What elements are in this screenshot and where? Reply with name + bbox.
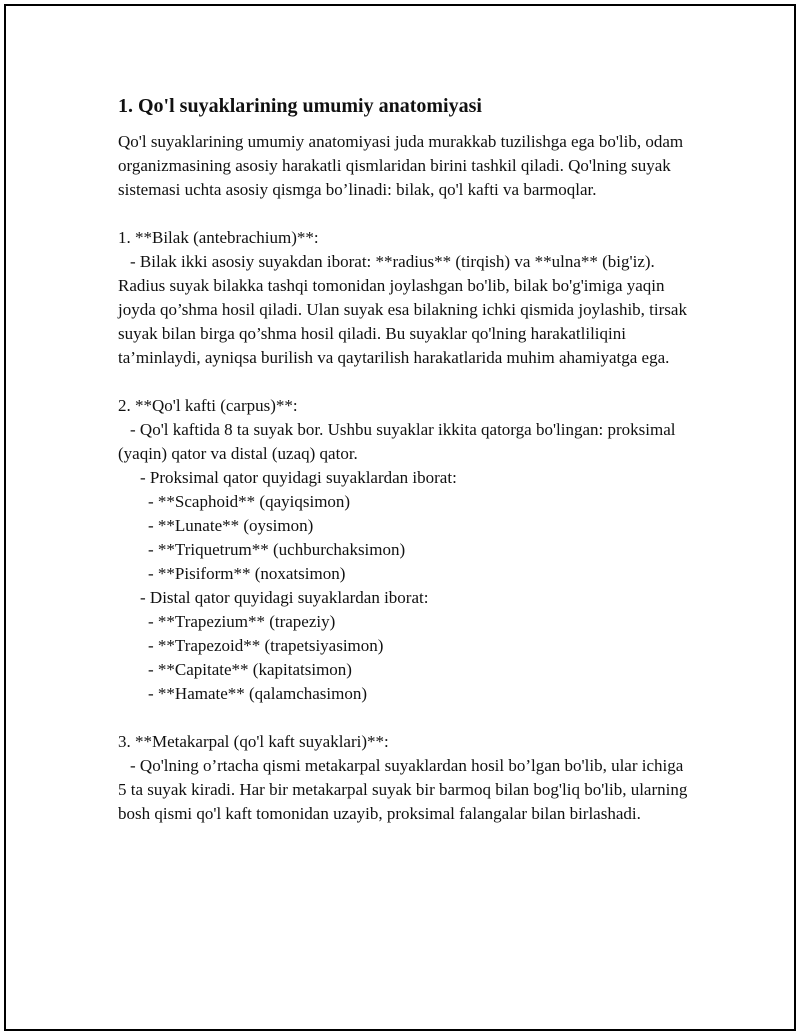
section-heading: 2. **Qo'l kafti (carpus)**: [118, 396, 298, 415]
section-qol-kafti [118, 394, 688, 706]
list-item: - **Hamate** (qalamchasimon) [148, 684, 368, 703]
group-proksimal [118, 466, 688, 586]
section-bilak [118, 226, 688, 370]
section-heading: 1. **Bilak (antebrachium)**: [118, 228, 319, 247]
document-title: 1. Qo'l suyaklarining umumiy anatomiyasi [118, 95, 482, 117]
intro-paragraph: Qo'l suyaklarining umumiy anatomiyasi juda murakkab tuzilishga ega bo'lib, odam organizmasining asosiy harakatli qismlaridan birini tashkil qiladi. Qo'lning suyak sistemasi uchta asosiy qismga bo’linadi: bilak, qo'l kafti va barmoqlar. [118, 132, 684, 199]
list-item: - **Pisiform** (noxatsimon) [148, 564, 346, 583]
section-metakarpal [118, 730, 688, 826]
group-distal [118, 586, 688, 706]
list-item: - **Triquetrum** (uchburchaksimon) [148, 540, 406, 559]
list-item: - **Capitate** (kapitatsimon) [148, 660, 352, 679]
section-body [118, 754, 688, 826]
group-label: - Proksimal qator quyidagi suyaklardan iborat: [140, 468, 457, 487]
list-item: - **Trapezoid** (trapetsiyasimon) [148, 636, 384, 655]
section-body [118, 250, 688, 370]
group-label: - Distal qator quyidagi suyaklardan iborat: [140, 588, 429, 607]
section-body [118, 418, 688, 466]
section-body-text: - Qo'l kaftida 8 ta suyak bor. Ushbu suyaklar ikkita qatorga bo'lingan: proksimal (yaqin) qator va distal (uzaq) qator. [118, 420, 676, 463]
spacer [118, 370, 688, 394]
section-heading: 3. **Metakarpal (qo'l kaft suyaklari)**: [118, 732, 389, 751]
spacer [118, 202, 688, 226]
section-body-text: - Qo'lning o’rtacha qismi metakarpal suyaklardan hosil bo’lgan bo'lib, ular ichiga 5 ta suyak kiradi. Har bir metakarpal suyak bir barmoq bilan bog'liq bo'lib, ularning bosh qismi qo'l kaft tomonidan uzayib, proksimal falangalar bilan birlashadi. [118, 756, 688, 823]
list-item: - **Trapezium** (trapeziy) [148, 612, 336, 631]
spacer [118, 706, 688, 730]
section-body-text: - Bilak ikki asosiy suyakdan iborat: **radius** (tirqish) va **ulna** (big'iz). Radius suyak bilakka tashqi tomonidan joylashgan bo'lib, bilak bo'g'imiga yaqin joyda qo’shma hosil qiladi. Ulan suyak esa bilakning ichki qismida joylashib, tirsak suyak bilan birga qo’shma hosil qiladi. Bu suyaklar qo'lning harakatliliqini ta’minlaydi, ayniqsa burilish va qaytarilish harakatlarida muhim ahamiyatga ega. [118, 252, 687, 367]
list-item: - **Scaphoid** (qayiqsimon) [148, 492, 351, 511]
document-body [118, 92, 688, 826]
list-item: - **Lunate** (oysimon) [148, 516, 314, 535]
